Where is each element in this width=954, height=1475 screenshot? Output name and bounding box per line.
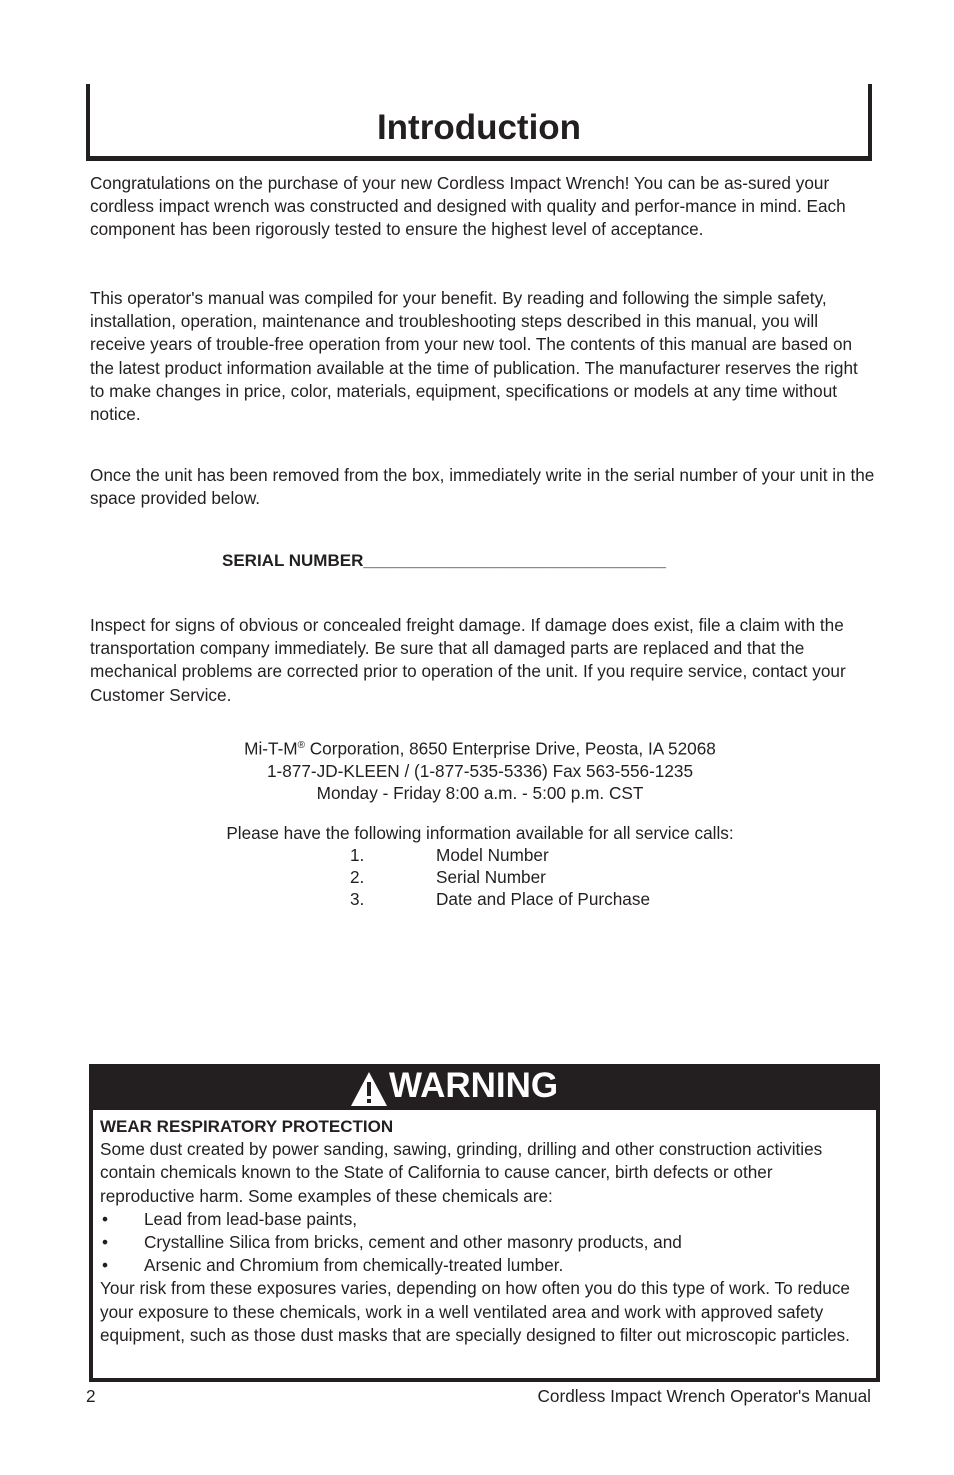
title-box bbox=[86, 84, 872, 161]
warning-box bbox=[89, 1064, 880, 1382]
list-item-text: Date and Place of Purchase bbox=[436, 889, 651, 909]
page-number: 2 bbox=[86, 1386, 96, 1406]
intro-paragraph: Congratulations on the purchase of your new Cordless Impact Wrench! You can be as-sured your cordless impact wrench was constructed and designed with quality and perfor-mance in mind. Each component has been rigorously tested to ensure the highest level of acceptance. bbox=[90, 173, 846, 240]
serial-number-line bbox=[222, 551, 666, 571]
warning-bullet-text: Arsenic and Chromium from chemically-treated lumber. bbox=[144, 1255, 564, 1276]
footer-manual-title: Cordless Impact Wrench Operator's Manual bbox=[537, 1386, 871, 1406]
warning-heading: WARNING bbox=[389, 1066, 559, 1105]
registered-mark: ® bbox=[297, 740, 305, 751]
manual-paragraph: This operator's manual was compiled for your benefit. By reading and following the simple safety, installation, operation, maintenance and troubleshooting steps described in this manual, you will receive years of trouble-free operation from your new tool. The contents of this manual are based on the latest product information available at the time of publication. The manufacturer reserves the right to make changes in price, color, materials, equipment, specifications or models at any time without notice. bbox=[90, 288, 858, 425]
contact-block bbox=[90, 735, 870, 804]
warning-bullet bbox=[100, 1208, 870, 1231]
address-text: Corporation, 8650 Enterprise Drive, Peosta, IA 52068 bbox=[304, 738, 716, 759]
list-item-text: Serial Number bbox=[436, 867, 546, 887]
bullet-dot: • bbox=[102, 1208, 109, 1229]
warning-bullet bbox=[100, 1254, 870, 1277]
warning-subheading: WEAR RESPIRATORY PROTECTION bbox=[100, 1117, 394, 1136]
company-name: Mi-T-M bbox=[244, 738, 298, 759]
warning-bullet bbox=[100, 1231, 870, 1254]
phone-line: 1-877-JD-KLEEN / (1-877-535-5336) Fax 563-556-1235 bbox=[266, 760, 694, 781]
list-item-text: Model Number bbox=[436, 845, 549, 865]
page-title: Introduction bbox=[376, 108, 582, 147]
serial-number-label: SERIAL NUMBER bbox=[222, 551, 364, 570]
warning-closing: Your risk from these exposures varies, depending on how often you do this type of work. To reduce your exposure to these chemicals, work in a well ventilated area and work with approved safety equipment, such as those dust masks that are specially designed to filter out microscopic particles. bbox=[100, 1278, 850, 1345]
company-address bbox=[90, 735, 870, 760]
list-item-number: 2. bbox=[350, 867, 365, 887]
warning-bullet-text: Crystalline Silica from bricks, cement and other masonry products, and bbox=[144, 1232, 682, 1253]
list-item-number: 1. bbox=[350, 845, 365, 865]
bullet-dot: • bbox=[102, 1232, 109, 1253]
hours-line: Monday - Friday 8:00 a.m. - 5:00 p.m. CST bbox=[316, 782, 644, 803]
bullet-dot: • bbox=[102, 1255, 109, 1276]
warning-header bbox=[93, 1064, 876, 1110]
inspection-paragraph: Inspect for signs of obvious or concealed freight damage. If damage does exist, file a claim with the transportation company immediately. Be sure that all damaged parts are replaced and that the mechanical problems are corrected prior to operation of the unit. If you require service, contact your Customer Service. bbox=[90, 615, 846, 705]
warning-bullet-text: Lead from lead-base paints, bbox=[144, 1208, 358, 1229]
warning-body bbox=[100, 1115, 870, 1347]
warning-intro: Some dust created by power sanding, sawing, grinding, drilling and other construction activities contain chemicals known to the State of California to cause cancer, birth defects or other reproductive harm. Some examples of these chemicals are: bbox=[100, 1139, 823, 1206]
list-item-number: 3. bbox=[350, 889, 365, 909]
service-intro: Please have the following information available for all service calls: bbox=[226, 823, 734, 843]
serial-number-blank: ________________________________ bbox=[363, 551, 666, 570]
warning-triangle-icon bbox=[349, 1070, 389, 1108]
serial-instruction-paragraph: Once the unit has been removed from the box, immediately write in the serial number of your unit in the space provided below. bbox=[90, 465, 875, 509]
